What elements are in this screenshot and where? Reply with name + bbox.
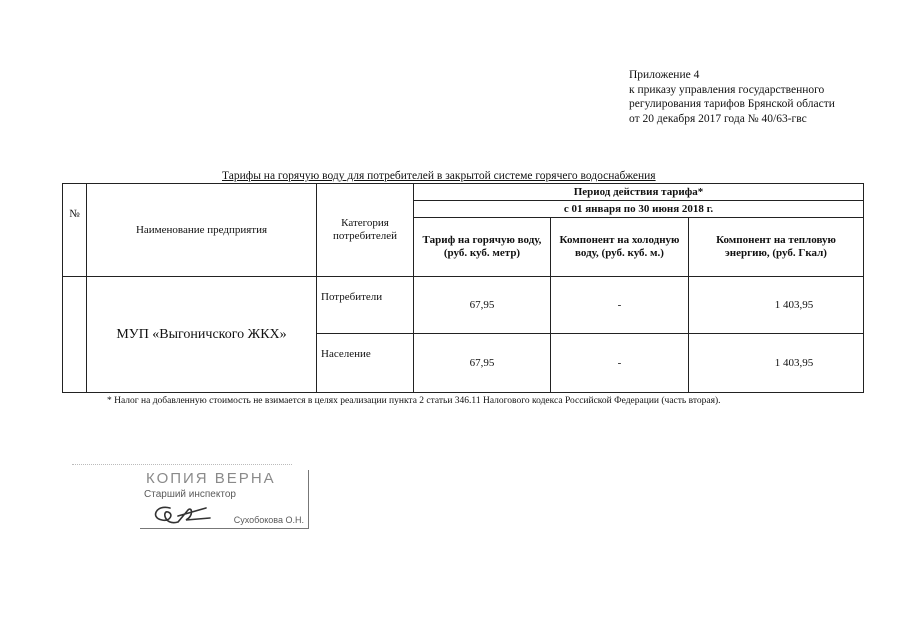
- appendix-block: [629, 68, 835, 126]
- appendix-line-1: Приложение 4: [629, 69, 700, 81]
- certification-stamp: [140, 470, 309, 529]
- header-hot-water-tariff: Тариф на горячую воду, (руб. куб. метр): [414, 218, 551, 277]
- stamp-title: КОПИЯ ВЕРНА: [146, 470, 276, 487]
- appendix-line-3: регулирования тарифов Брянской области: [629, 98, 835, 110]
- appendix-line-2: к приказу управления государственного: [629, 83, 825, 96]
- row-category: Потребители: [317, 277, 414, 334]
- row-heat-component-value: 1 403,95: [689, 277, 864, 334]
- table-row: [63, 277, 864, 334]
- row-heat-component-value: 1 403,95: [689, 334, 864, 393]
- stamp-name: Сухобокова О.Н.: [233, 515, 304, 525]
- header-organization: Наименование предприятия: [87, 184, 317, 277]
- header-date-range: с 01 января по 30 июня 2018 г.: [414, 201, 864, 218]
- header-heat-energy-component: Компонент на тепловую энергию, (руб. Гкал): [689, 218, 864, 277]
- divider: [72, 464, 292, 465]
- row-cold-component-value: -: [551, 277, 689, 334]
- row-number-cell: [63, 277, 87, 393]
- vat-footnote: * Налог на добавленную стоимость не взимается в целях реализации пункта 2 статьи 346.11 Налогового кодекса Российской Федерации (часть вторая).: [107, 396, 721, 406]
- row-hot-water-value: 67,95: [414, 334, 551, 393]
- appendix-line-4: от 20 декабря 2017 года № 40/63-гвс: [629, 112, 807, 125]
- header-cold-water-component: Компонент на холодную воду, (руб. куб. м.): [551, 218, 689, 277]
- row-hot-water-value: 67,95: [414, 277, 551, 334]
- organization-name: МУП «Выгоничского ЖКХ»: [87, 277, 317, 393]
- stamp-role: Старший инспектор: [144, 489, 236, 500]
- signature-icon: [148, 500, 218, 530]
- row-category: Население: [317, 334, 414, 393]
- row-cold-component-value: -: [551, 334, 689, 393]
- tariff-table: [62, 183, 864, 393]
- table-title: Тарифы на горячую воду для потребителей в закрытой системе горячего водоснабжения: [222, 170, 656, 182]
- header-category: Категория потребителей: [317, 184, 414, 277]
- header-number: №: [63, 184, 87, 277]
- header-period: Период действия тарифа*: [414, 184, 864, 201]
